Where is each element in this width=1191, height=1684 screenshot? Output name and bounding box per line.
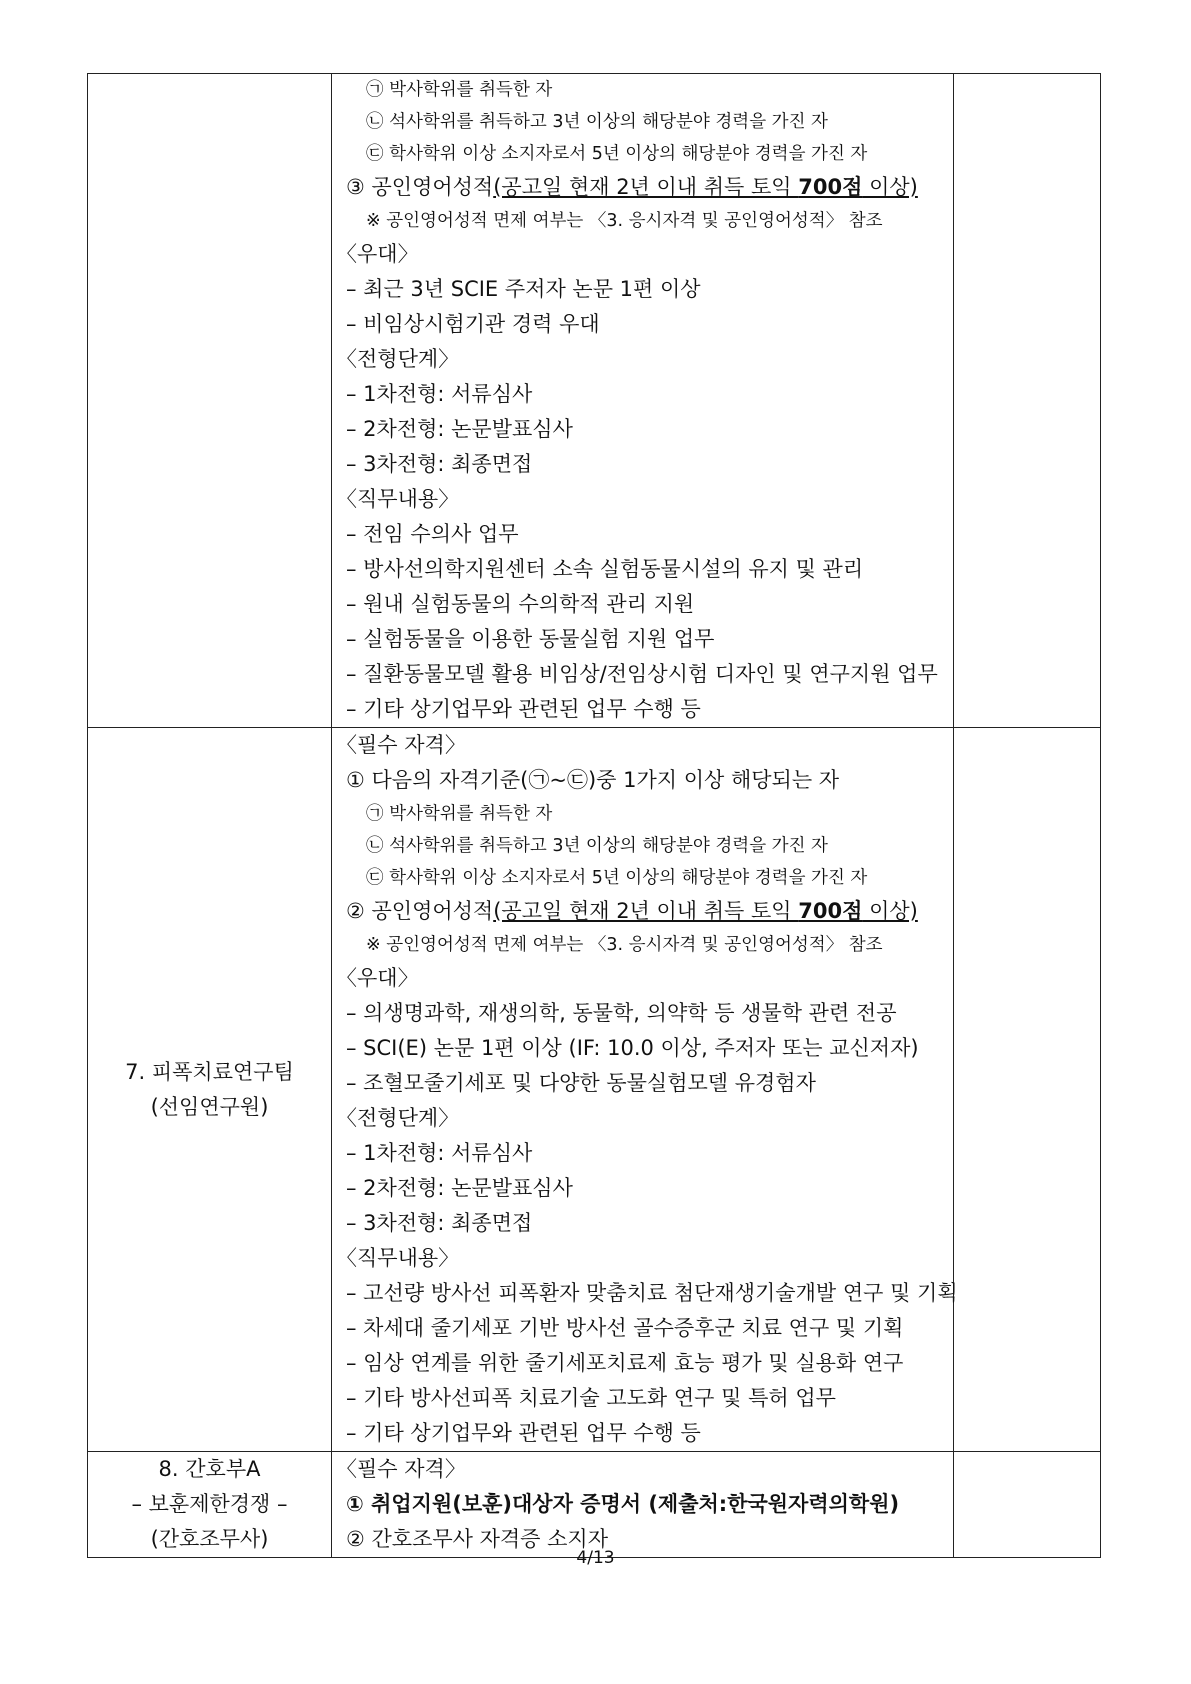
requirement-line [332,798,953,830]
requirement-line [332,377,953,412]
requirement-line [332,552,953,587]
requirement-line [332,1066,953,1101]
line-text: ※ 공인영어성적 면제 여부는 〈3. 응시자격 및 공인영어성적〉 참조 [366,211,883,231]
requirement-line [332,1241,953,1276]
requirement-line [332,272,953,307]
requirement-line [332,622,953,657]
requirement-line [332,517,953,552]
line-text: – 임상 연계를 위한 줄기세포치료제 효능 평가 및 실용화 연구 [346,1351,904,1375]
requirement-line [332,1452,953,1487]
requirement-line [332,657,953,692]
line-text: ① 다음의 자격기준(㉠~㉢)중 1가지 이상 해당되는 자 [346,768,840,792]
requirements-cell [332,728,958,1452]
line-text: – 기타 상기업무와 관련된 업무 수행 등 [346,697,701,721]
line-text: 〈우대〉 [336,242,419,266]
requirements-cell [332,74,954,728]
line-text: 〈전형단계〉 [336,347,460,371]
underlined-text-end: 이상) [862,175,918,199]
requirement-line [332,1101,953,1136]
line-text: – 조혈모줄기세포 및 다양한 동물실험모델 유경험자 [346,1071,816,1095]
line-text: – 최근 3년 SCIE 주저자 논문 1편 이상 [346,277,701,301]
underlined-text-end: 이상) [862,899,918,923]
requirement-line [332,138,953,170]
position-cell [88,728,332,1452]
line-text: – 1차전형: 서류심사 [346,1141,533,1165]
requirement-line [332,763,953,798]
line-text: ② 간호조무사 자격증 소지자 [346,1527,608,1551]
line-text: – 2차전형: 논문발표심사 [346,1176,573,1200]
requirement-line [332,894,953,929]
line-text: – 2차전형: 논문발표심사 [346,417,573,441]
line-text: – 전임 수의사 업무 [346,522,519,546]
requirement-line [332,1171,953,1206]
requirement-line [332,728,953,763]
requirement-line [332,1381,953,1416]
line-text: – 실험동물을 이용한 동물실험 지원 업무 [346,627,715,651]
requirement-line [332,106,953,138]
line-text: – 비임상시험기관 경력 우대 [346,312,600,336]
page-number: 4/13 [576,1548,615,1568]
position-cell [88,74,332,728]
requirement-line [332,1206,953,1241]
toeic-score: 700점 [798,175,863,199]
line-text: – 3차전형: 최종면접 [346,1211,533,1235]
requirement-line [332,307,953,342]
line-text: ③ 공인영어성적 [346,175,494,199]
position-label: (간호조무사) [150,1527,269,1551]
line-text: 〈직무내용〉 [336,1246,460,1270]
line-text: – 원내 실험동물의 수의학적 관리 지원 [346,592,695,616]
requirement-line [332,447,953,482]
requirement-line [332,1276,958,1311]
recruitment-table [87,73,1101,1558]
requirement-line [332,1346,953,1381]
line-text: – SCI(E) 논문 1편 이상 (IF: 10.0 이상, 주저자 또는 교신저자) [346,1036,919,1060]
remarks-cell [954,728,1101,1452]
requirement-line [332,237,953,272]
requirements-cell [332,1452,954,1558]
line-text: 〈우대〉 [336,966,419,990]
requirement-line [332,1311,953,1346]
requirement-line [332,1416,953,1451]
toeic-score: 700점 [798,899,863,923]
position-label: 7. 피폭치료연구팀 [125,1059,294,1084]
line-text: 〈필수 자격〉 [336,733,466,757]
line-text: 〈전형단계〉 [336,1106,460,1130]
requirement-line [332,830,953,862]
position-label: 8. 간호부A [158,1457,261,1481]
requirement-line [332,205,953,237]
requirement-line [332,961,953,996]
line-text: – 방사선의학지원센터 소속 실험동물시설의 유지 및 관리 [346,557,864,581]
remarks-cell [954,74,1101,728]
line-text: – 1차전형: 서류심사 [346,382,533,406]
line-text: ※ 공인영어성적 면제 여부는 〈3. 응시자격 및 공인영어성적〉 참조 [366,935,883,955]
line-text: – 고선량 방사선 피폭환자 맞춤치료 첨단재생기술개발 연구 및 기획 [346,1281,958,1305]
requirement-line [332,587,953,622]
line-text: ㉡ 석사학위를 취득하고 3년 이상의 해당분야 경력을 가진 자 [366,112,828,132]
requirement-line [332,1136,953,1171]
line-text: ㉡ 석사학위를 취득하고 3년 이상의 해당분야 경력을 가진 자 [366,836,828,856]
line-text: ㉢ 학사학위 이상 소지자로서 5년 이상의 해당분야 경력을 가진 자 [366,144,868,164]
requirement-line [332,412,953,447]
requirement-line [332,996,953,1031]
table-row [88,1452,1101,1558]
line-text: 〈필수 자격〉 [336,1457,466,1481]
requirement-line [332,692,953,727]
requirement-line [332,482,953,517]
underlined-text: (공고일 현재 2년 이내 취득 토익 [493,899,799,923]
line-text: – 기타 방사선피폭 치료기술 고도화 연구 및 특허 업무 [346,1386,836,1410]
table-row [88,74,1101,728]
remarks-cell [954,1452,1101,1558]
position-cell [88,1452,332,1558]
line-text: ㉠ 박사학위를 취득한 자 [366,80,553,100]
position-label: – 보훈제한경쟁 – [131,1492,288,1516]
line-text: ㉠ 박사학위를 취득한 자 [366,804,553,824]
position-label: (선임연구원) [150,1094,269,1119]
line-text: – 3차전형: 최종면접 [346,452,533,476]
line-text: ① 취업지원(보훈)대상자 증명서 (제출처:한국원자력의학원) [346,1492,900,1516]
requirement-line [332,1487,953,1522]
requirement-line [332,862,953,894]
line-text: ② 공인영어성적 [346,899,494,923]
line-text: – 기타 상기업무와 관련된 업무 수행 등 [346,1421,701,1445]
requirement-line [332,342,953,377]
requirement-line [332,74,953,106]
requirement-line [332,929,953,961]
line-text: – 차세대 줄기세포 기반 방사선 골수증후군 치료 연구 및 기획 [346,1316,904,1340]
table-row [88,728,1101,1452]
requirement-line [332,1031,953,1066]
underlined-text: (공고일 현재 2년 이내 취득 토익 [493,175,799,199]
line-text: – 의생명과학, 재생의학, 동물학, 의약학 등 생물학 관련 전공 [346,1001,897,1025]
line-text: ㉢ 학사학위 이상 소지자로서 5년 이상의 해당분야 경력을 가진 자 [366,868,868,888]
line-text: 〈직무내용〉 [336,487,460,511]
requirement-line [332,170,953,205]
line-text: – 질환동물모델 활용 비임상/전임상시험 디자인 및 연구지원 업무 [346,662,938,686]
